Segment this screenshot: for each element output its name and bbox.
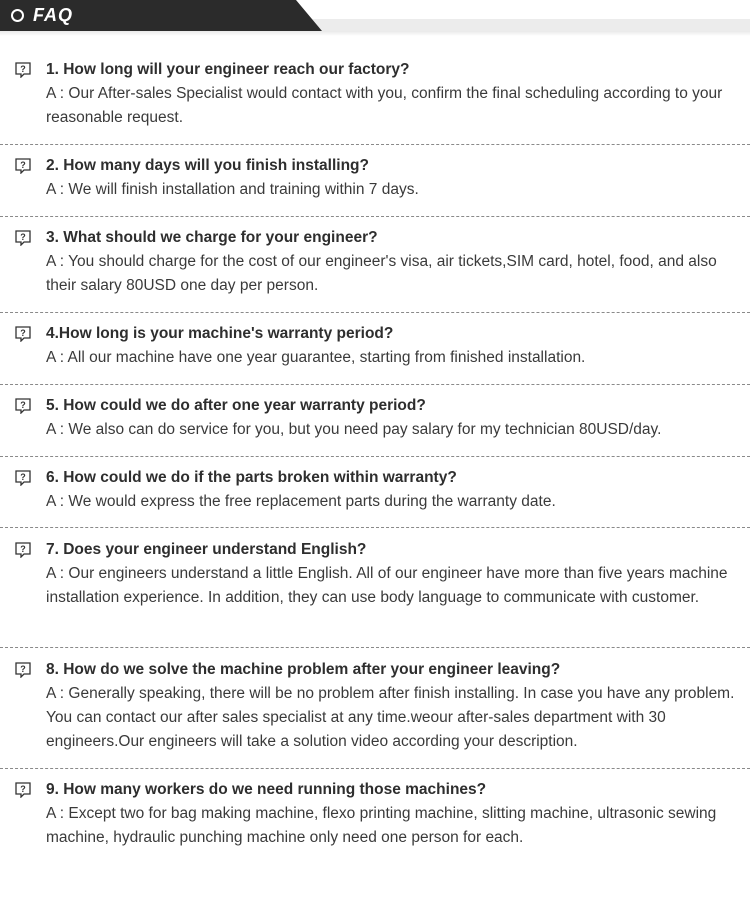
faq-answer: A : Generally speaking, there will be no problem after finish installing. In case you have any problem. You can contact our after sales specialist at any time.weour after-sales department with 30 engineers.Our engineers will take a solution video according your description. [46,685,735,750]
divider [0,312,750,313]
svg-text:?: ? [20,664,26,674]
faq-question: 4.How long is your machine's warranty period? [46,325,394,342]
svg-text:?: ? [20,784,26,794]
faq-question: 1. How long will your engineer reach our factory? [46,61,410,78]
svg-text:?: ? [20,328,26,338]
divider [0,527,750,528]
divider [0,384,750,385]
faq-answer: A : Our engineers understand a little English. All of our engineer have more than five years machine installation experience. In addition, they can use body language to communicate with customer. [46,565,728,606]
divider [0,144,750,145]
faq-answer: A : Except two for bag making machine, flexo printing machine, slitting machine, ultrasonic sewing machine, hydraulic punching machine only need one person for each. [46,805,717,846]
page-title: FAQ [33,5,74,25]
faq-question: 2. How many days will you finish installing? [46,157,369,174]
faq-question: 7. Does your engineer understand English? [46,541,367,558]
question-icon [15,158,31,174]
svg-text:?: ? [20,400,26,410]
faq-answer: A : Our After-sales Specialist would contact with you, confirm the final scheduling according to your reasonable request. [46,85,723,126]
svg-text:?: ? [20,472,26,482]
divider [0,647,750,648]
faq-question: 6. How could we do if the parts broken within warranty? [46,469,457,486]
faq-answer: A : We will finish installation and training within 7 days. [46,181,419,198]
question-icon [15,782,31,798]
question-icon [15,398,31,414]
faq-banner [0,0,750,31]
banner-shadow [0,31,750,36]
faq-answer: A : We would express the free replacement parts during the warranty date. [46,493,556,510]
faq-answer: A : You should charge for the cost of our engineer's visa, air tickets,SIM card, hotel, food, and also their salary 80USD one day per person. [46,253,717,294]
circle-icon [11,9,24,22]
question-icon [15,326,31,342]
question-icon [15,542,31,558]
divider [0,768,750,769]
question-icon [15,230,31,246]
divider [0,456,750,457]
question-icon [15,62,31,78]
question-icon [15,662,31,678]
faq-question: 5. How could we do after one year warranty period? [46,397,426,414]
faq-answer: A : All our machine have one year guarantee, starting from finished installation. [46,349,586,366]
svg-text:?: ? [20,160,26,170]
svg-text:?: ? [20,64,26,74]
question-icon [15,470,31,486]
faq-question: 3. What should we charge for your engineer? [46,229,378,246]
faq-question: 9. How many workers do we need running those machines? [46,781,487,798]
faq-answer: A : We also can do service for you, but you need pay salary for my technician 80USD/day. [46,421,662,438]
faq-question: 8. How do we solve the machine problem after your engineer leaving? [46,661,561,678]
svg-text:?: ? [20,544,26,554]
svg-text:?: ? [20,232,26,242]
divider [0,216,750,217]
